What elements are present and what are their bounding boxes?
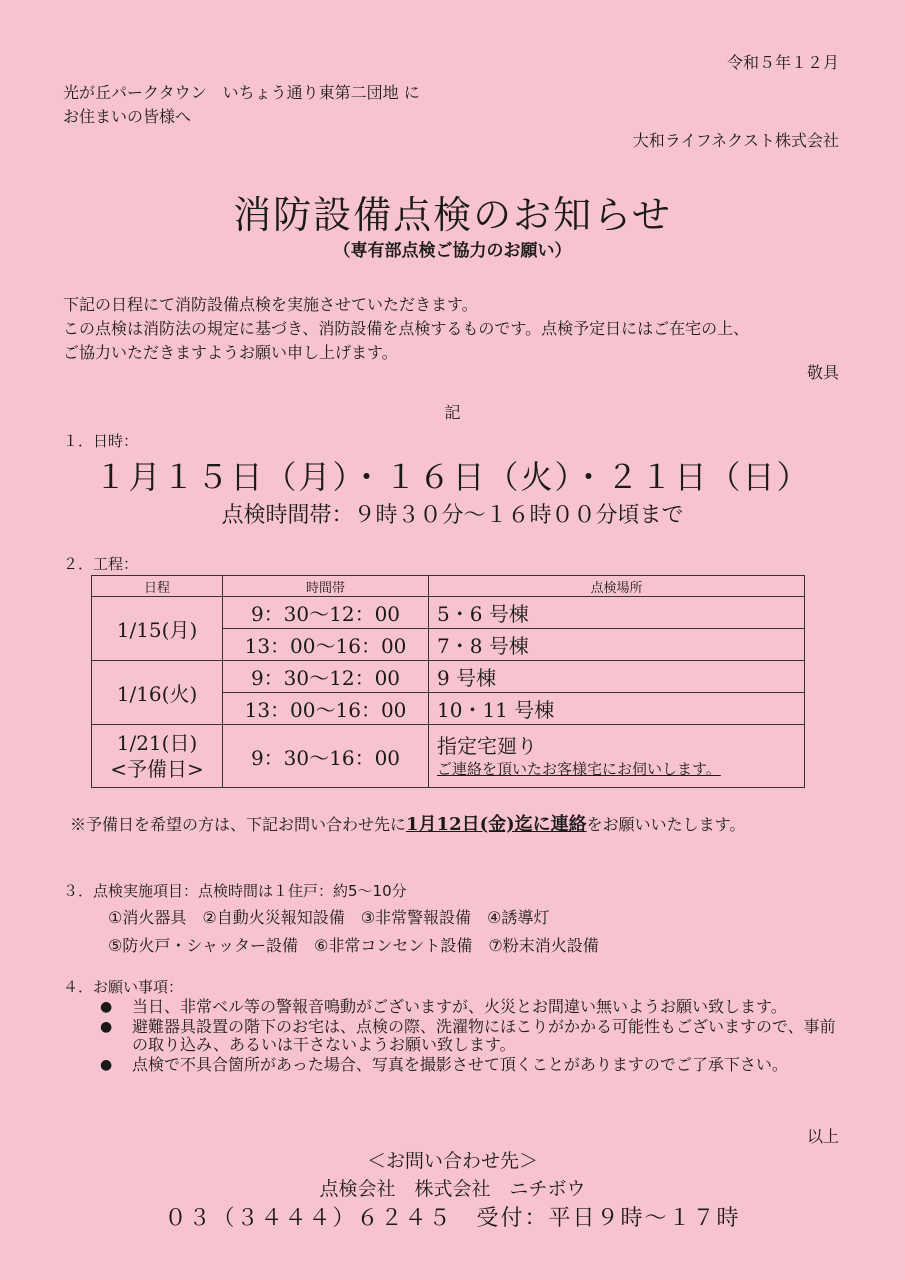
inspection-items-line-2: ⑤防火戸・シャッター設備 ⑥非常コンセント設備 ⑦粉末消火設備 — [108, 936, 599, 955]
row-time: 9：30～12：00 — [223, 597, 429, 629]
column-header-place: 点検場所 — [429, 576, 805, 597]
page-title: 消防設備点検のお知らせ — [233, 193, 672, 237]
reserve-label: <予備日> — [110, 757, 204, 781]
row-time: 9：30～12：00 — [223, 661, 429, 693]
row-place: 5・6 号棟 — [429, 597, 805, 629]
intro-line-1: 下記の日程にて消防設備点検を実施させていただきます。 — [63, 295, 478, 314]
inspection-time-band: 点検時間帯：９時３０分～１６時００分頃まで — [221, 503, 684, 528]
row-time: 13：00～16：00 — [223, 693, 429, 725]
schedule-table — [91, 575, 805, 788]
request-text: 当日、非常ベル等の警報音鳴動がございますが、火災とお間違い無いようお願い致します。 — [132, 997, 787, 1016]
intro-line-2: この点検は消防法の規定に基づき、消防設備を点検するものです。点検予定日にはご在宅の上、 — [63, 319, 750, 338]
remark-text-before: ※予備日を希望の方は、下記お問い合わせ先に — [70, 815, 407, 834]
reserve-place-cell — [429, 725, 805, 788]
bullet-icon: ● — [100, 999, 113, 1015]
section-2-heading: ２．工程： — [63, 555, 139, 573]
request-list — [100, 998, 840, 1076]
request-text: 点検で不具合箇所があった場合、写真を撮影させて頂くことがありますのでご了承下さい。 — [132, 1055, 788, 1074]
table-row — [92, 661, 805, 693]
section-4-heading: ４．お願い事項： — [63, 978, 184, 996]
contact-company: 点検会社 株式会社 ニチボウ — [319, 1178, 586, 1200]
sender-company: 大和ライフネクスト株式会社 — [632, 131, 839, 150]
row-place: 10・11 号棟 — [429, 693, 805, 725]
contact-heading: ＜お問い合わせ先＞ — [366, 1150, 538, 1172]
column-header-date: 日程 — [92, 576, 223, 597]
row-place: 7・8 号棟 — [429, 629, 805, 661]
list-item — [100, 998, 840, 1016]
remark-text-after: をお願いいたします。 — [586, 815, 746, 834]
page-subtitle: （専有部点検ご協力のお願い） — [333, 241, 572, 261]
row-date: 1/15(月) — [92, 597, 223, 661]
request-text: 避難器具設置の階下のお宅は、点検の際、洗濯物にほこりがかかる可能性もございますので、事前の取り込み、あるいは干さないようお願い致します。 — [132, 1017, 836, 1054]
recipient-line-1: 光が丘パークタウン いちょう通り東第二団地 に — [63, 83, 420, 102]
remark-deadline: 1月12日(金)迄に連絡 — [406, 814, 587, 835]
reserve-time: 9：30～16：00 — [223, 725, 429, 788]
reserve-date: 1/21(日) — [116, 731, 198, 755]
bullet-icon: ● — [100, 1019, 113, 1035]
list-item — [100, 1056, 840, 1074]
table-row-reserve — [92, 725, 805, 788]
recipient-line-2: お住まいの皆様へ — [63, 107, 192, 126]
issue-date: 令和５年１２月 — [726, 53, 839, 72]
contact-phone: ０３（３４４４）６２４５ 受付：平日９時～１７時 — [164, 1206, 741, 1231]
row-place: 9 号棟 — [429, 661, 805, 693]
list-item — [100, 1018, 840, 1054]
row-date: 1/16(火) — [92, 661, 223, 725]
section-1-heading: １．日時： — [63, 432, 139, 450]
section-3-heading: ３．点検実施項目：点検時間は１住戸：約5～10分 — [63, 882, 407, 900]
reserve-date-cell — [92, 725, 223, 788]
row-time: 13：00～16：00 — [223, 629, 429, 661]
reserve-remark — [70, 810, 745, 836]
reserve-place: 指定宅廻り — [437, 734, 537, 758]
closing-ijou: 以上 — [806, 1127, 839, 1146]
column-header-time: 時間帯 — [223, 576, 429, 597]
closing-greeting: 敬具 — [806, 363, 839, 382]
inspection-dates: １月１５日（月）・１６日（火）・２１日（日） — [94, 458, 811, 496]
table-header-row — [92, 576, 805, 597]
intro-line-3: ご協力いただきますようお願い申し上げます。 — [63, 343, 398, 362]
table-row — [92, 597, 805, 629]
reserve-note: ご連絡を頂いたお客様宅にお伺いします。 — [437, 760, 721, 778]
bullet-icon: ● — [100, 1057, 113, 1073]
inspection-items-line-1: ①消火器具 ②自動火災報知設備 ③非常警報設備 ④誘導灯 — [108, 908, 550, 927]
ki-marker: 記 — [444, 403, 461, 422]
